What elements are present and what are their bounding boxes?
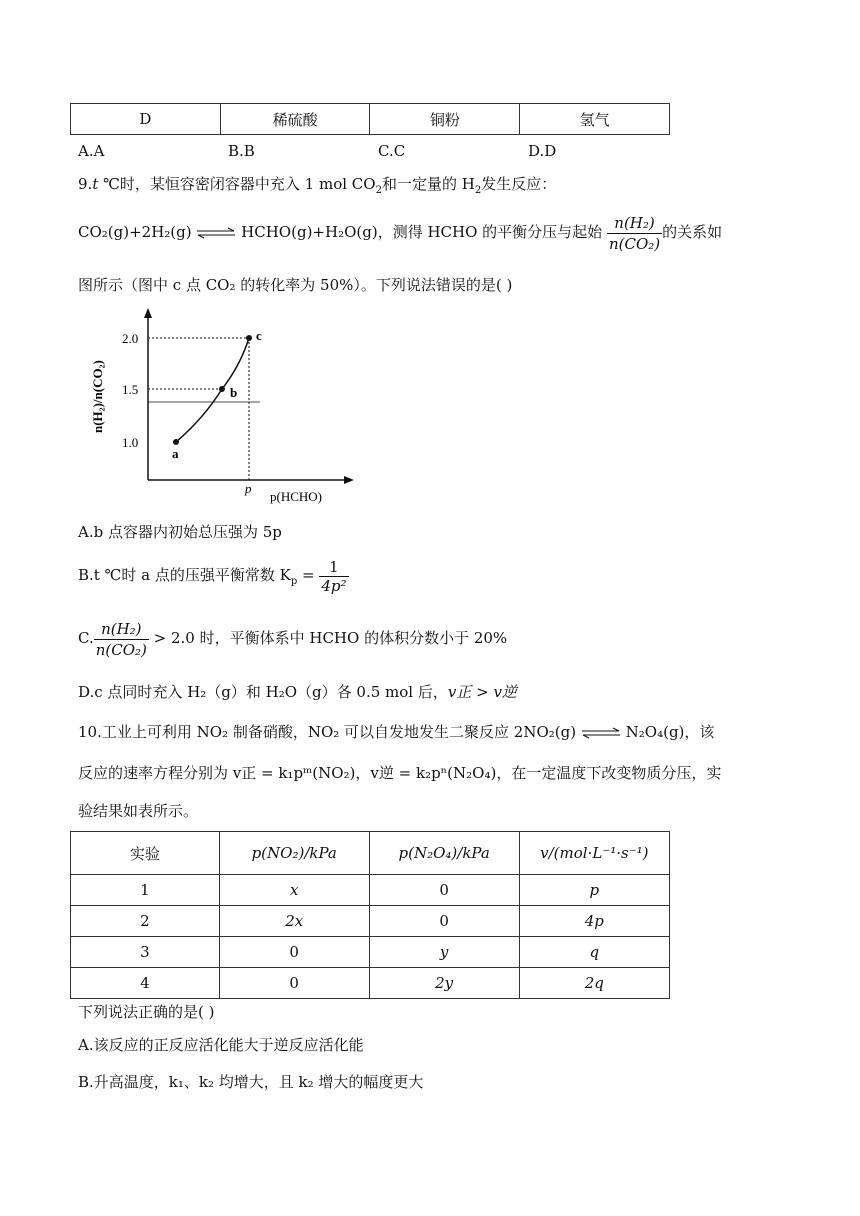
table-row — [71, 906, 670, 937]
q10-option-b: B.升高温度，k₁、k₂ 均增大，且 k₂ 增大的幅度更大 — [78, 1073, 424, 1091]
table-header: 实验 — [71, 832, 220, 875]
table-cell: D — [71, 104, 221, 135]
table-cell: 2 — [71, 906, 220, 937]
q9-ratio-fraction — [607, 213, 662, 254]
q9-text: ，测得 HCHO 的平衡分压与起始 — [377, 223, 603, 241]
option-text: B.t ℃时 a 点的压强平衡常数 K — [78, 566, 291, 584]
point-label-b: b — [230, 385, 238, 400]
q9-text: 发生反应： — [481, 175, 557, 193]
q9-option-c — [78, 616, 507, 660]
fraction-numerator: n(H₂) — [94, 619, 149, 640]
table-cell: 4 — [71, 968, 220, 999]
equation-reactants: CO₂(g)+2H₂(g) — [78, 223, 192, 241]
table-row — [71, 937, 670, 968]
option-text: C. — [78, 629, 94, 647]
table-cell: 0 — [219, 937, 369, 968]
table-cell: 2x — [219, 906, 369, 937]
ratio-fraction — [94, 619, 149, 660]
table-cell: q — [519, 937, 669, 968]
equation-products: HCHO(g)+H₂O(g) — [241, 223, 378, 241]
q10-text: 10.工业上可利用 NO₂ 制备硝酸，NO₂ 可以自发地发生二聚反应 2NO₂(g) — [78, 723, 577, 741]
q8-option-c: C.C — [378, 142, 406, 160]
q9-var-t: t — [92, 175, 99, 193]
table-cell: 氢气 — [520, 104, 670, 135]
rate-comparison: v正 > v逆 — [447, 683, 517, 701]
q9-equation-line — [78, 212, 722, 254]
table-row — [71, 875, 670, 906]
fraction-denominator: n(CO₂) — [95, 640, 147, 659]
option-text: = — [297, 566, 320, 584]
q9-number: 9. — [78, 175, 93, 193]
q9-text: 的关系如 — [662, 223, 723, 241]
table-cell: 4p — [519, 906, 669, 937]
fraction-numerator: 1 — [319, 558, 348, 577]
y-tick-label: 1.5 — [122, 382, 139, 397]
q9-text: 和一定量的 H — [381, 175, 475, 193]
point-c — [246, 335, 252, 341]
table-cell: 稀硫酸 — [220, 104, 370, 135]
table-header: v/(mol·L⁻¹·s⁻¹) — [519, 832, 669, 875]
table-cell: p — [519, 875, 669, 906]
q10-stem-line3: 验结果如表所示。 — [78, 802, 199, 820]
q9-option-a: A.b 点容器内初始总压强为 5p — [78, 523, 282, 541]
point-b — [219, 386, 225, 392]
q9-stem-line1: 9.t ℃时，某恒容密闭容器中充入 1 mol $CO_2$和一定量的 $H_2$发生反应： — [78, 175, 557, 196]
q9-option-d — [78, 681, 517, 702]
table-cell: 1 — [71, 875, 220, 906]
x-tick-label: p — [245, 481, 252, 496]
top-table — [70, 103, 670, 135]
y-axis-arrow-icon — [144, 308, 152, 318]
fraction-denominator: 4p² — [321, 576, 347, 595]
table-cell: 0 — [369, 906, 519, 937]
table-cell: 2y — [369, 968, 519, 999]
q10-stem-line2: 反应的速率方程分别为 v正 = k₁pᵐ(NO₂)，v逆 = k₂pⁿ(N₂O₄)，在一定温度下改变物质分压，实 — [78, 764, 722, 782]
q10-text: N₂O₄(g)，该 — [625, 723, 715, 741]
q10-table — [70, 831, 670, 999]
table-row — [71, 104, 670, 135]
q8-option-a: A.A — [78, 142, 105, 160]
q10-question: 下列说法正确的是( ) — [78, 1003, 215, 1021]
point-a — [173, 439, 179, 445]
y-tick-label: 2.0 — [122, 331, 139, 346]
y-axis-label: n(H₂)/n(CO₂) — [90, 360, 105, 433]
fraction-denominator: n(CO₂) — [608, 234, 661, 253]
q9-stem-line3: 图所示（图中 c 点 CO₂ 的转化率为 50%）。下列说法错误的是( ) — [78, 276, 513, 294]
table-header: p(NO₂)/kPa — [219, 832, 369, 875]
table-header-row — [71, 832, 670, 875]
table-row — [71, 968, 670, 999]
x-axis-label: p(HCHO) — [270, 489, 322, 504]
point-label-a: a — [172, 446, 179, 461]
table-cell: 0 — [219, 968, 369, 999]
table-header: p(N₂O₄)/kPa — [369, 832, 519, 875]
equilibrium-curve — [176, 338, 249, 442]
table-cell: 0 — [369, 875, 519, 906]
option-text: > 2.0 时，平衡体系中 HCHO 的体积分数小于 20% — [148, 629, 508, 647]
table-cell: x — [219, 875, 369, 906]
kp-fraction — [319, 558, 348, 595]
table-cell: 铜粉 — [370, 104, 520, 135]
q9-graph — [82, 308, 362, 508]
q8-option-b: B.B — [228, 142, 255, 160]
option-text: D.c 点同时充入 H₂（g）和 H₂O（g）各 0.5 mol 后， — [78, 683, 448, 701]
q10-stem-line1 — [78, 721, 714, 742]
subscript: p — [290, 576, 298, 587]
q10-option-a: A.该反应的正反应活化能大于逆反应活化能 — [78, 1036, 364, 1054]
q8-option-d: D.D — [528, 142, 557, 160]
table-cell: 3 — [71, 937, 220, 968]
fraction-numerator: n(H₂) — [607, 213, 662, 234]
equilibrium-arrow-icon — [581, 727, 621, 739]
table-cell: y — [369, 937, 519, 968]
x-axis-arrow-icon — [344, 476, 354, 484]
equilibrium-arrow-icon — [196, 227, 236, 239]
table-cell: 2q — [519, 968, 669, 999]
q9-option-b — [78, 554, 349, 603]
q9-text: ℃时，某恒容密闭容器中充入 1 mol CO — [98, 175, 376, 193]
point-label-c: c — [256, 328, 262, 343]
y-tick-label: 1.0 — [122, 435, 139, 450]
